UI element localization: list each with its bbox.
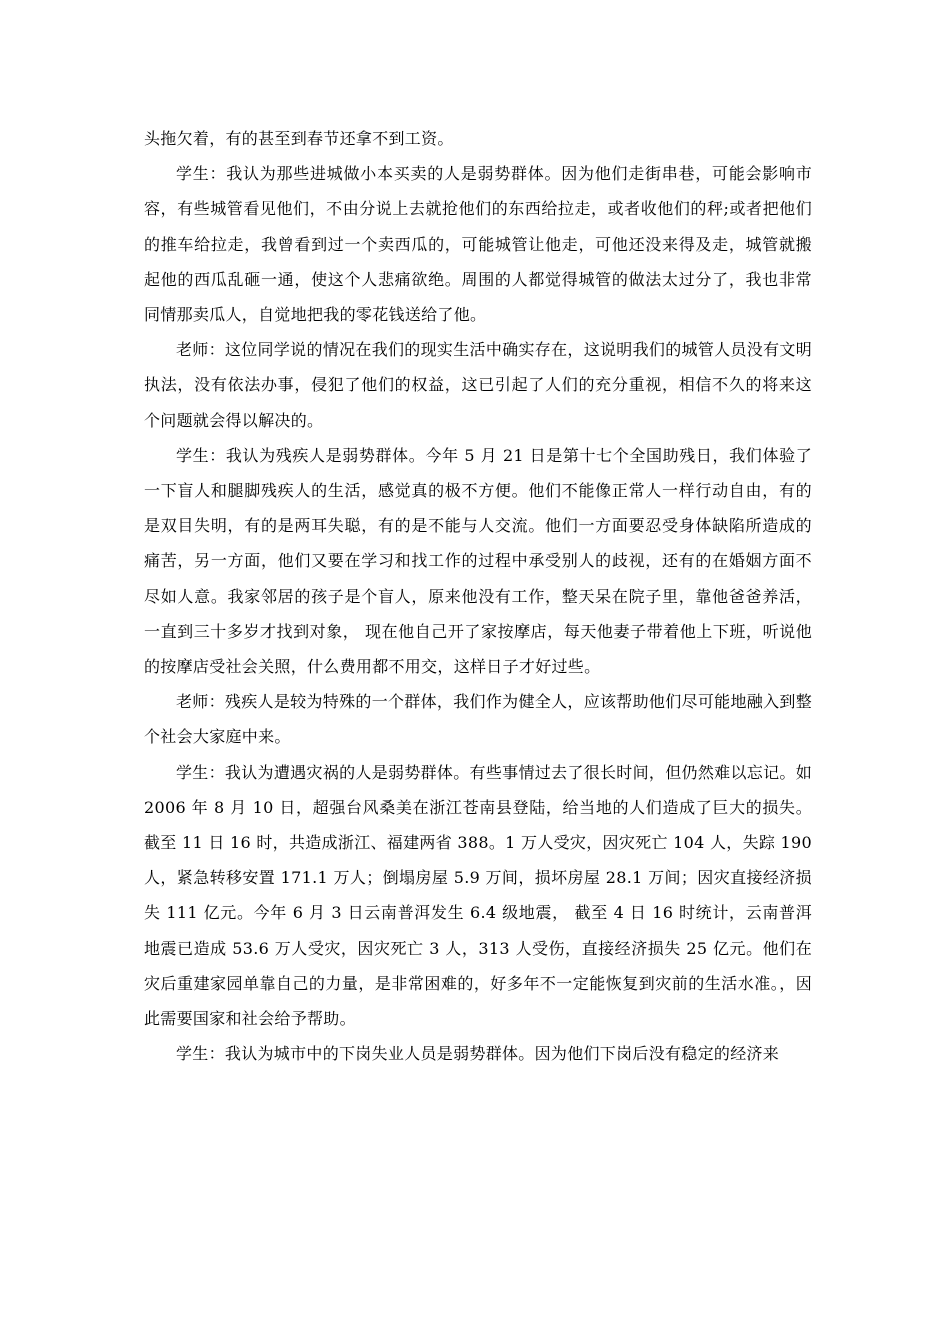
paragraph-teacher-urban-management: 老师：这位同学说的情况在我们的现实生活中确实存在，这说明我们的城管人员没有文明执法，没有依法办事，侵犯了他们的权益，这已引起了人们的充分重视，相信不久的将来这个问题就会得以解决的。 bbox=[144, 340, 812, 430]
document-body bbox=[144, 121, 812, 1071]
paragraph-student-vendors: 学生：我认为那些进城做小本买卖的人是弱势群体。因为他们走街串巷，可能会影响市容，有些城管看见他们，不由分说上去就抢他们的东西给拉走，或者收他们的秤;或者把他们的推车给拉走，我曾看到过一个卖西瓜的，可能城管让他走，可他还没来得及走，城管就搬起他的西瓜乱砸一通，使这个人悲痛欲绝。周围的人都觉得城管的做法太过分了，我也非常同情那卖瓜人，自觉地把我的零花钱送给了他。 bbox=[144, 164, 812, 325]
paragraph-teacher-disabled: 老师：残疾人是较为特殊的一个群体，我们作为健全人，应该帮助他们尽可能地融入到整个社会大家庭中来。 bbox=[144, 692, 812, 747]
paragraph-student-disabled: 学生：我认为残疾人是弱势群体。今年 5 月 21 日是第十七个全国助残日，我们体验了一下盲人和腿脚残疾人的生活，感觉真的极不方便。他们不能像正常人一样行动自由，有的是双目失明，有的是两耳失聪，有的是不能与人交流。他们一方面要忍受身体缺陷所造成的痛苦，另一方面，他们又要在学习和找工作的过程中承受别人的歧视，还有的在婚姻方面不尽如人意。我家邻居的孩子是个盲人，原来他没有工作，整天呆在院子里，靠他爸爸养活，一直到三十多岁才找到对象， 现在他自己开了家按摩店，每天他妻子带着他上下班，听说他的按摩店受社会关照，什么费用都不用交，这样日子才好过些。 bbox=[144, 445, 812, 677]
paragraph-student-unemployed: 学生：我认为城市中的下岗失业人员是弱势群体。因为他们下岗后没有稳定的经济来 bbox=[176, 1044, 780, 1064]
paragraph-student-disaster: 学生：我认为遭遇灾祸的人是弱势群体。有些事情过去了很长时间，但仍然难以忘记。如 2006 年 8 月 10 日，超强台风桑美在浙江苍南县登陆，给当地的人们造成了巨大的损失。 截至 11 日 16 时，共造成浙江、福建两省 388。1 万人受灾，因灾死亡 104 人，失踪 190 人，紧急转移安置 171.1 万人；倒塌房屋 5.9 万间，损坏房屋 28.1 万间；因灾直接经济损失 111 亿元。今年 6 月 3 日云南普洱发生 6.4 级地震， 截至 4 日 16 时统计，云南普洱地震已造成 53.6 万人受灾，因灾死亡 3 人，313 人受伤，直接经济损失 25 亿元。他们在灾后重建家园单靠自己的力量，是非常困难的，好多年不一定能恢复到灾前的生活水准。，因此需要国家和社会给予帮助。 bbox=[144, 762, 812, 1029]
paragraph-continuation: 头拖欠着，有的甚至到春节还拿不到工资。 bbox=[144, 129, 454, 148]
